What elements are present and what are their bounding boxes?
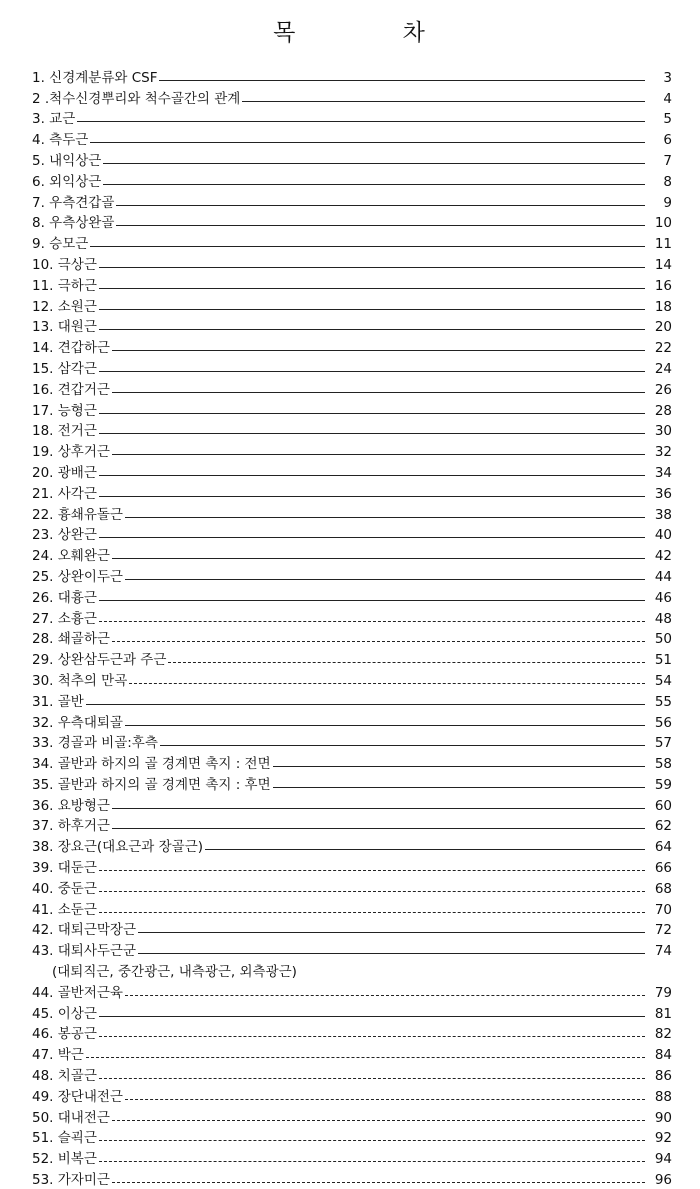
toc-entry-label: 46. 봉공근 xyxy=(32,1026,97,1043)
toc-leader-line xyxy=(112,828,645,829)
toc-leader-line xyxy=(112,1182,645,1183)
toc-page-number: 79 xyxy=(654,984,672,1001)
toc-page-number: 10 xyxy=(654,215,672,232)
toc-entry-label: 47. 박근 xyxy=(32,1047,84,1064)
toc-leader-line xyxy=(112,558,645,559)
toc-entry xyxy=(32,524,672,545)
toc-leader-line xyxy=(99,433,645,434)
toc-entry-label: 21. 사각근 xyxy=(32,485,97,502)
toc-entry-label: 49. 장단내전근 xyxy=(32,1088,123,1105)
page-title xyxy=(0,14,700,47)
toc-entry-label: 14. 견갑하근 xyxy=(32,340,110,357)
toc-entry-label: 12. 소원근 xyxy=(32,298,97,315)
toc-page-number: 42 xyxy=(654,548,672,565)
toc-entry xyxy=(32,149,672,170)
toc-entry-label: 20. 광배근 xyxy=(32,464,97,481)
toc-entry xyxy=(32,1043,672,1064)
toc-entry-label: 15. 삼각근 xyxy=(32,360,97,377)
toc-page-number: 7 xyxy=(663,152,672,169)
toc-entry xyxy=(32,191,672,212)
toc-page-number: 26 xyxy=(654,381,672,398)
toc-leader-line xyxy=(77,121,645,122)
toc-entry xyxy=(32,856,672,877)
toc-entry-label: 18. 전거근 xyxy=(32,423,97,440)
toc-entry-label: 7. 우측견갑골 xyxy=(32,194,115,211)
toc-entry-label: 19. 상후거근 xyxy=(32,444,110,461)
toc-entry xyxy=(32,1085,672,1106)
toc-entry-label: 30. 척추의 만곡 xyxy=(32,672,128,689)
toc-entry-label: 23. 상완근 xyxy=(32,527,97,544)
toc-entry-label: 9. 승모근 xyxy=(32,236,89,253)
toc-entry xyxy=(32,399,672,420)
toc-entry xyxy=(32,939,672,960)
toc-entry-label: 36. 요방형근 xyxy=(32,797,110,814)
toc-entry xyxy=(32,378,672,399)
toc-page-number: 6 xyxy=(663,132,672,149)
toc-page-number: 84 xyxy=(654,1047,672,1064)
toc-page-number: 14 xyxy=(654,256,672,273)
toc-entry-label: 16. 견갑거근 xyxy=(32,381,110,398)
toc-entry xyxy=(32,835,672,856)
toc-entry xyxy=(32,565,672,586)
toc-entry xyxy=(32,648,672,669)
toc-entry-label: 1. 신경계분류와 CSF xyxy=(32,69,158,86)
toc-leader-line xyxy=(112,392,645,393)
toc-entry-label: (대퇴직근, 중간광근, 내측광근, 외측광근) xyxy=(52,964,297,981)
toc-entry xyxy=(32,66,672,87)
toc-leader-line xyxy=(99,309,645,310)
toc-entry-label: 44. 골반저근육 xyxy=(32,984,123,1001)
toc-entry xyxy=(32,1064,672,1085)
toc-page-number: 16 xyxy=(654,277,672,294)
toc-page-number: 82 xyxy=(654,1026,672,1043)
toc-page-number: 54 xyxy=(654,672,672,689)
toc-leader-line xyxy=(99,267,645,268)
toc-page-number: 34 xyxy=(654,464,672,481)
toc-page-number: 66 xyxy=(654,860,672,877)
toc-page-number: 94 xyxy=(654,1151,672,1168)
toc-subentry xyxy=(32,960,672,981)
toc-leader-line xyxy=(160,745,645,746)
toc-entry xyxy=(32,336,672,357)
toc-leader-line xyxy=(125,579,645,580)
toc-leader-line xyxy=(103,163,645,164)
toc-leader-line xyxy=(112,1120,645,1121)
toc-leader-line xyxy=(99,288,645,289)
toc-entry xyxy=(32,274,672,295)
toc-page-number: 59 xyxy=(654,776,672,793)
toc-entry xyxy=(32,711,672,732)
toc-entry-label: 26. 대흉근 xyxy=(32,589,97,606)
toc-leader-line xyxy=(129,683,645,684)
toc-leader-line xyxy=(116,205,645,206)
toc-entry xyxy=(32,752,672,773)
toc-entry-label: 40. 중둔근 xyxy=(32,880,97,897)
toc-entry-label: 31. 골반 xyxy=(32,693,84,710)
toc-page-number: 58 xyxy=(654,756,672,773)
toc-entry xyxy=(32,794,672,815)
toc-entry-label: 53. 가자미근 xyxy=(32,1172,110,1189)
toc-entry-label: 17. 능형근 xyxy=(32,402,97,419)
toc-leader-line xyxy=(99,371,645,372)
toc-entry-label: 42. 대퇴근막장근 xyxy=(32,922,137,939)
toc-entry-label: 2 .척수신경뿌리와 척수골간의 관계 xyxy=(32,90,241,107)
toc-entry xyxy=(32,212,672,233)
toc-page-number: 38 xyxy=(654,506,672,523)
toc-leader-line xyxy=(125,1099,645,1100)
toc-leader-line xyxy=(99,537,645,538)
toc-entry-label: 27. 소흉근 xyxy=(32,610,97,627)
toc-entry xyxy=(32,232,672,253)
toc-entry-label: 4. 측두근 xyxy=(32,132,89,149)
toc-entry-label: 32. 우측대퇴골 xyxy=(32,714,123,731)
toc-entry xyxy=(32,128,672,149)
toc-page-number: 5 xyxy=(663,111,672,128)
toc-entry-label: 39. 대둔근 xyxy=(32,860,97,877)
toc-entry-label: 52. 비복근 xyxy=(32,1151,97,1168)
toc-page-number: 22 xyxy=(654,340,672,357)
toc-page-number: 28 xyxy=(654,402,672,419)
toc-page-number: 96 xyxy=(654,1172,672,1189)
toc-leader-line xyxy=(125,725,645,726)
toc-page-number: 18 xyxy=(654,298,672,315)
toc-entry xyxy=(32,1127,672,1148)
toc-page-number: 48 xyxy=(654,610,672,627)
toc-entry-label: 38. 장요근(대요근과 장골근) xyxy=(32,839,203,856)
toc-page-number: 60 xyxy=(654,797,672,814)
toc-leader-line xyxy=(112,641,645,642)
toc-page-number: 74 xyxy=(654,943,672,960)
toc-entry-label: 51. 슬괵근 xyxy=(32,1130,97,1147)
toc-page-number: 8 xyxy=(663,173,672,190)
toc-leader-line xyxy=(99,912,645,913)
toc-entry-label: 37. 하후거근 xyxy=(32,818,110,835)
toc-entry xyxy=(32,316,672,337)
toc-leader-line xyxy=(90,142,645,143)
toc-entry xyxy=(32,108,672,129)
toc-leader-line xyxy=(116,225,645,226)
toc-entry xyxy=(32,732,672,753)
toc-leader-line xyxy=(99,475,645,476)
toc-leader-line xyxy=(112,808,645,809)
toc-leader-line xyxy=(99,329,645,330)
toc-page-number: 3 xyxy=(663,69,672,86)
toc-leader-line xyxy=(99,1078,645,1079)
toc-entry-label: 50. 대내전근 xyxy=(32,1109,110,1126)
toc-page-number: 57 xyxy=(654,735,672,752)
toc-entry xyxy=(32,544,672,565)
toc-entry-label: 29. 상완삼두근과 주근 xyxy=(32,652,167,669)
toc-leader-line xyxy=(125,517,645,518)
toc-leader-line xyxy=(99,870,645,871)
toc-entry xyxy=(32,919,672,940)
toc-page-number: 51 xyxy=(654,652,672,669)
toc-leader-line xyxy=(273,766,645,767)
toc-page-number: 86 xyxy=(654,1068,672,1085)
toc-entry-label: 33. 경골과 비골:후측 xyxy=(32,735,158,752)
toc-entry xyxy=(32,628,672,649)
toc-leader-line xyxy=(112,454,645,455)
toc-leader-line xyxy=(99,496,645,497)
toc-leader-line xyxy=(99,1016,645,1017)
toc-leader-line xyxy=(99,413,645,414)
toc-page-number: 32 xyxy=(654,444,672,461)
toc-page-number: 20 xyxy=(654,319,672,336)
toc-leader-line xyxy=(86,1057,645,1058)
toc-page-number: 88 xyxy=(654,1088,672,1105)
toc-entry xyxy=(32,607,672,628)
toc-leader-line xyxy=(138,932,645,933)
toc-leader-line xyxy=(86,704,645,705)
toc-page-number: 68 xyxy=(654,880,672,897)
toc-page-number: 4 xyxy=(663,90,672,107)
toc-page-number: 81 xyxy=(654,1005,672,1022)
toc-entry-label: 34. 골반과 하지의 골 경계면 촉지 : 전면 xyxy=(32,756,271,773)
toc-entry xyxy=(32,898,672,919)
toc-leader-line xyxy=(99,600,645,601)
toc-leader-line xyxy=(99,891,645,892)
toc-leader-line xyxy=(168,662,645,663)
toc-entry xyxy=(32,815,672,836)
toc-page-number: 24 xyxy=(654,360,672,377)
toc-entry xyxy=(32,420,672,441)
toc-leader-line xyxy=(99,1161,645,1162)
toc-leader-line xyxy=(273,787,645,788)
toc-page-number: 72 xyxy=(654,922,672,939)
toc-leader-line xyxy=(159,80,645,81)
title-part-1: 목 xyxy=(273,20,298,46)
toc-page-number: 90 xyxy=(654,1109,672,1126)
toc-leader-line xyxy=(99,621,645,622)
toc-page-number: 36 xyxy=(654,485,672,502)
toc-entry-label: 24. 오훼완근 xyxy=(32,548,110,565)
title-part-2: 차 xyxy=(402,20,427,46)
toc-entry xyxy=(32,170,672,191)
toc-page-number: 40 xyxy=(654,527,672,544)
toc-page-number: 50 xyxy=(654,631,672,648)
toc-entry xyxy=(32,1023,672,1044)
toc-page-number: 62 xyxy=(654,818,672,835)
toc-leader-line xyxy=(112,350,645,351)
toc-entry-label: 41. 소둔근 xyxy=(32,901,97,918)
toc-page-number: 92 xyxy=(654,1130,672,1147)
toc-leader-line xyxy=(205,849,645,850)
toc-entry xyxy=(32,690,672,711)
toc-entry xyxy=(32,1168,672,1189)
toc-entry-label: 45. 이상근 xyxy=(32,1005,97,1022)
toc-page-number: 9 xyxy=(663,194,672,211)
toc-entry xyxy=(32,669,672,690)
toc-entry-label: 11. 극하근 xyxy=(32,277,97,294)
toc-entry xyxy=(32,877,672,898)
toc-entry-label: 13. 대원근 xyxy=(32,319,97,336)
toc-entry xyxy=(32,586,672,607)
toc-entry xyxy=(32,461,672,482)
toc-page-number: 11 xyxy=(654,236,672,253)
toc-entry xyxy=(32,253,672,274)
toc-leader-line xyxy=(99,1036,645,1037)
toc-entry-label: 48. 치골근 xyxy=(32,1068,97,1085)
toc-entry xyxy=(32,1002,672,1023)
toc-page-number: 46 xyxy=(654,589,672,606)
toc-entry xyxy=(32,87,672,108)
toc-page-number: 56 xyxy=(654,714,672,731)
toc-leader-line xyxy=(90,246,645,247)
toc-entry xyxy=(32,981,672,1002)
toc-entry-label: 35. 골반과 하지의 골 경계면 촉지 : 후면 xyxy=(32,776,271,793)
toc-entry xyxy=(32,357,672,378)
toc-entry xyxy=(32,440,672,461)
toc-leader-line xyxy=(103,184,645,185)
toc-entry-label: 28. 쇄골하근 xyxy=(32,631,110,648)
toc-entry xyxy=(32,482,672,503)
toc-entry xyxy=(32,295,672,316)
toc-entry-label: 43. 대퇴사두근군 xyxy=(32,943,137,960)
toc-page-number: 44 xyxy=(654,568,672,585)
toc-page-number: 55 xyxy=(654,693,672,710)
toc-leader-line xyxy=(138,953,645,954)
toc-entry xyxy=(32,1147,672,1168)
toc-leader-line xyxy=(242,101,645,102)
toc-leader-line xyxy=(99,1140,645,1141)
toc-page-number: 70 xyxy=(654,901,672,918)
toc-page-number: 64 xyxy=(654,839,672,856)
toc-entry-label: 5. 내익상근 xyxy=(32,152,102,169)
toc-entry xyxy=(32,503,672,524)
toc-leader-line xyxy=(125,995,645,996)
toc-page-number: 30 xyxy=(654,423,672,440)
toc-entry-label: 8. 우측상완골 xyxy=(32,215,115,232)
toc-entry-label: 22. 흉쇄유돌근 xyxy=(32,506,123,523)
toc-entry-label: 25. 상완이두근 xyxy=(32,568,123,585)
toc-entry-label: 3. 교근 xyxy=(32,111,76,128)
table-of-contents xyxy=(32,66,672,1189)
toc-entry-label: 6. 외익상근 xyxy=(32,173,102,190)
toc-entry xyxy=(32,773,672,794)
toc-entry-label: 10. 극상근 xyxy=(32,256,97,273)
